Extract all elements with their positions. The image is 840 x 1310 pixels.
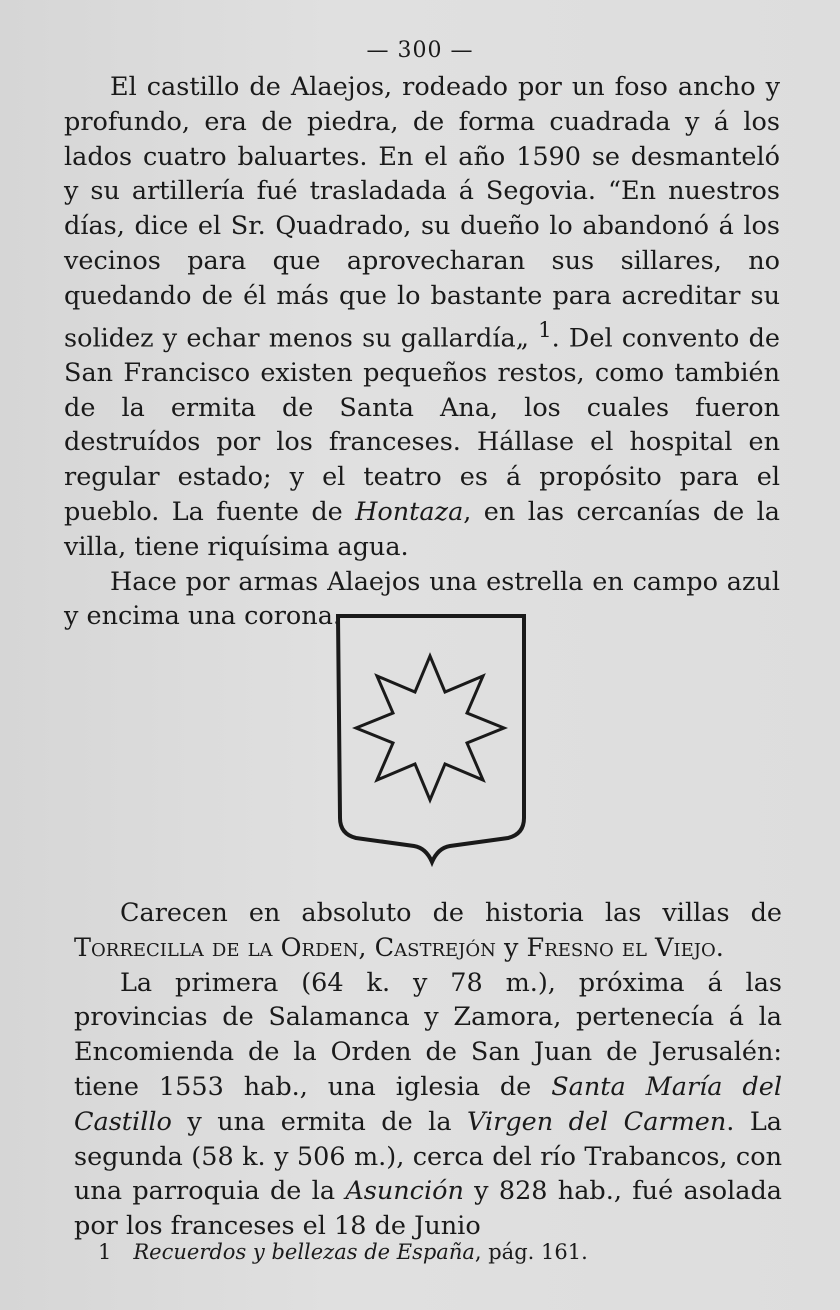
paragraph-castle	[64, 70, 780, 565]
parish-name: Asunción	[345, 1176, 464, 1207]
paragraph-first-text-b: y una ermita de la	[171, 1106, 468, 1137]
separator-1: ,	[358, 932, 375, 963]
footnote	[98, 1240, 798, 1264]
paragraph-castle-text-b: . Del convento de San Francisco existen pequeños restos, como también de la ermita de Santa Ana, los cuales fueron destruídos por los franceses. Hállase el hospital en regular estado; y el teatro es á propósito para el pueblo. La fuente de	[64, 323, 781, 528]
church-name: Santa María del Castillo	[74, 1071, 782, 1137]
paragraph-first-villa	[74, 966, 782, 1244]
villa-fresno: Fresno el Viejo	[526, 932, 716, 963]
page-number: — 300 —	[366, 38, 474, 63]
footnote-rest: , pág. 161.	[474, 1240, 588, 1264]
shield-outline	[338, 616, 524, 862]
text-block-top	[64, 70, 780, 634]
paragraph-arms: Hace por armas Alaejos una estrella en campo azul y encima una corona.	[64, 566, 780, 632]
paragraph-first-text-c: . La segunda (58 k. y 506 m.), cerca del río Trabancos, con una parroquia de la	[74, 1106, 782, 1207]
paragraph-first-text-d: y 828 hab., fué asolada por los franceses el 18 de Junio	[74, 1176, 782, 1242]
coat-of-arms-icon	[334, 612, 530, 868]
paragraph-castle-text-c: , en las cercanías de la villa, tiene riquísima agua.	[64, 497, 781, 562]
paragraph-villas-text-a: Carecen en absoluto de historia las villas de	[120, 898, 782, 928]
footnote-number: 1	[98, 1240, 112, 1264]
footnote-reference: 1	[538, 317, 552, 343]
paragraph-villas-text-b: .	[715, 932, 724, 963]
villa-torrecilla: Torrecilla de la Orden	[74, 932, 359, 963]
paragraph-castle-text-a: El castillo de Alaejos, rodeado por un foso ancho y profundo, era de piedra, de forma cuadrada y á los lados cuatro baluartes. En el año 1590 se desmanteló y su artillería fué trasladada á Segovia. “En nuestros días, dice el Sr. Quadrado, su dueño lo abandonó á los vecinos para que aprovecharan sus sillares, no quedando de él más que lo bastante para acreditar su solidez y echar menos su gallardía„	[64, 72, 780, 354]
place-name-hontaza: Hontaza	[355, 497, 464, 528]
footnote-title: Recuerdos y bellezas de España	[133, 1240, 475, 1264]
villa-castrejon: Castrejón	[374, 932, 496, 963]
hermitage-name: Virgen del Carmen	[467, 1106, 727, 1137]
paragraph-villas	[74, 896, 782, 966]
separator-2: y	[495, 932, 527, 963]
paragraph-first-text-a: La primera (64 k. y 78 m.), próxima á las provincias de Salamanca y Zamora, pertenecía á la Encomienda de la Orden de San Juan de Jerusalén: tiene 1553 hab., una iglesia de	[74, 967, 782, 1102]
star-icon	[356, 656, 504, 800]
text-block-bottom	[74, 896, 782, 1244]
